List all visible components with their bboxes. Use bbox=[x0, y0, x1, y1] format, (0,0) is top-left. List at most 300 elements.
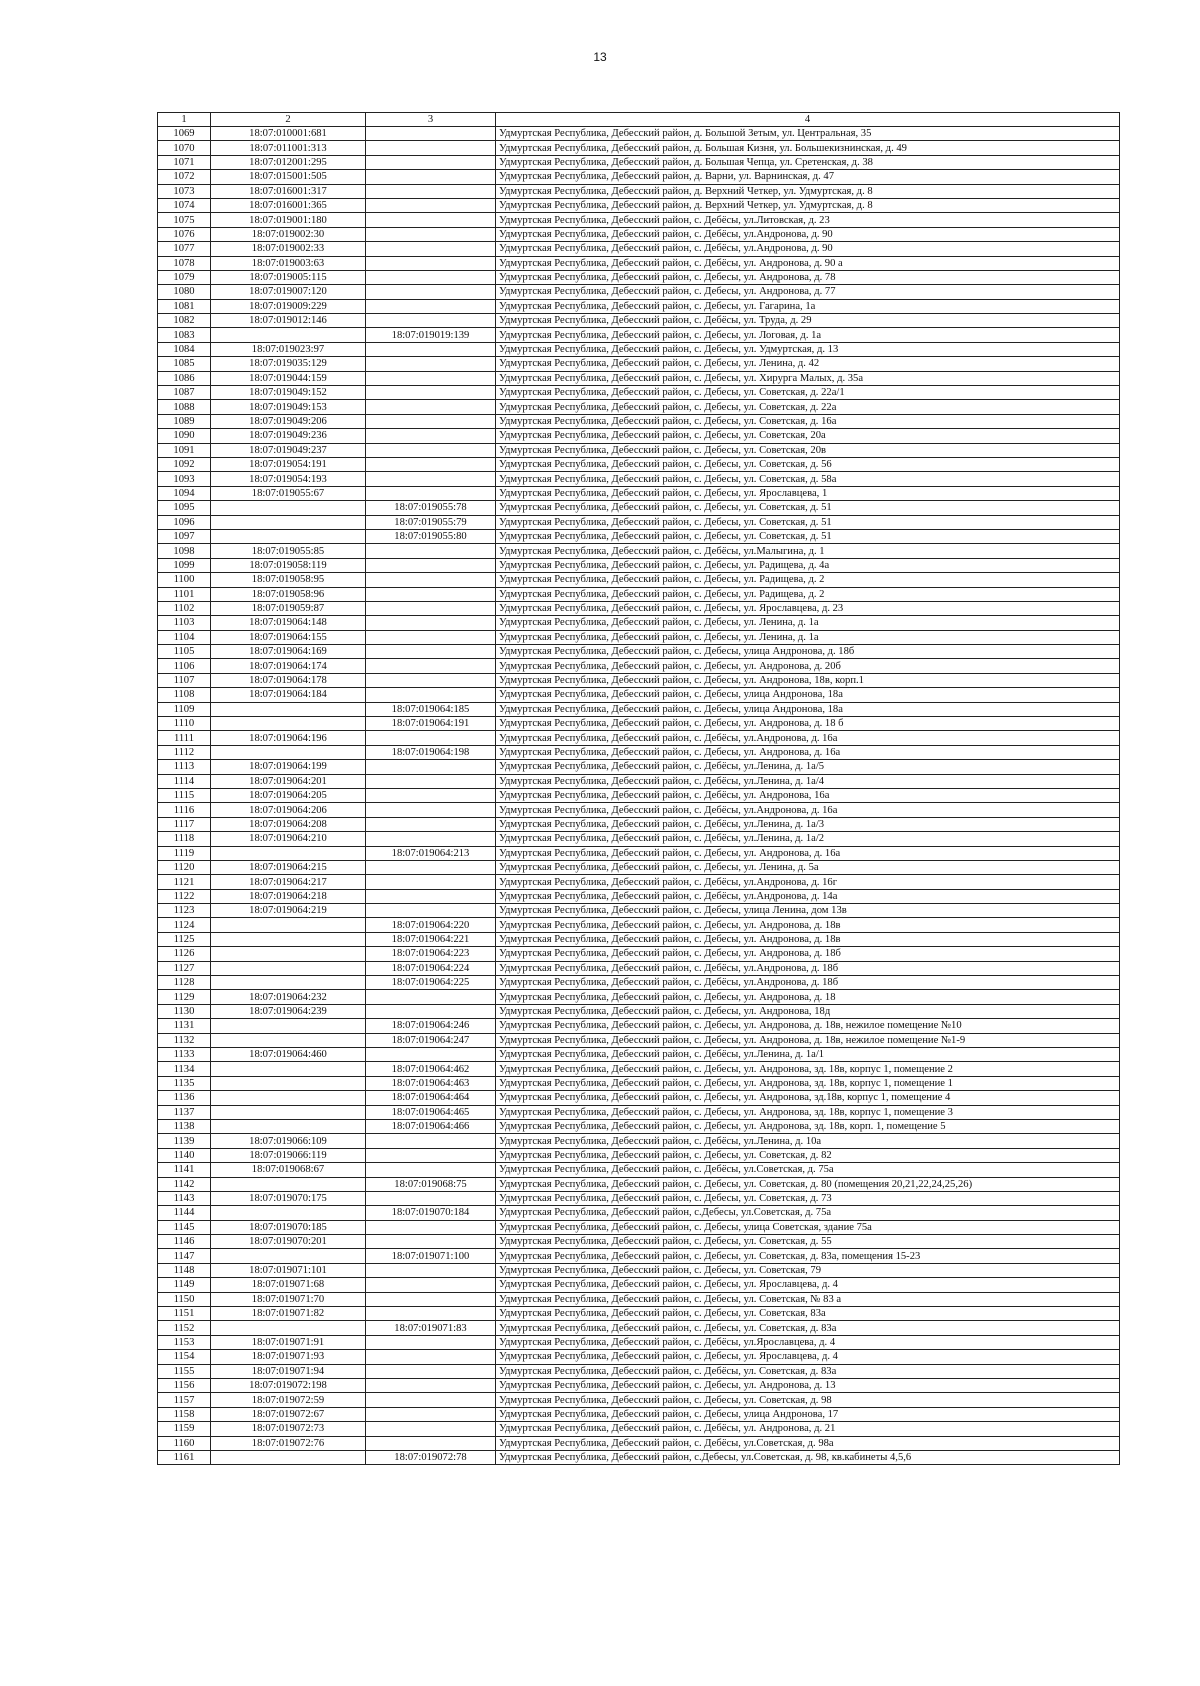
building-cadastral-cell: 18:07:019064:462 bbox=[366, 1062, 496, 1076]
table-row bbox=[158, 472, 1120, 486]
table-row bbox=[158, 1450, 1120, 1464]
row-number-cell: 1114 bbox=[158, 774, 211, 788]
row-number-cell: 1110 bbox=[158, 717, 211, 731]
table-row bbox=[158, 645, 1120, 659]
table-row bbox=[158, 803, 1120, 817]
cadastral-number-cell bbox=[211, 328, 366, 342]
building-cadastral-cell bbox=[366, 1407, 496, 1421]
building-cadastral-cell: 18:07:019072:78 bbox=[366, 1450, 496, 1464]
table-row bbox=[158, 1278, 1120, 1292]
table-row bbox=[158, 1134, 1120, 1148]
cadastral-number-cell bbox=[211, 1019, 366, 1033]
table-row bbox=[158, 774, 1120, 788]
building-cadastral-cell bbox=[366, 1364, 496, 1378]
building-cadastral-cell bbox=[366, 774, 496, 788]
building-cadastral-cell bbox=[366, 155, 496, 169]
cadastral-number-cell bbox=[211, 745, 366, 759]
table-row bbox=[158, 328, 1120, 342]
address-cell: Удмуртская Республика, Дебесский район, с. Дебесы, ул. Советская, д. 16а bbox=[496, 414, 1120, 428]
cadastral-number-cell: 18:07:019064:218 bbox=[211, 889, 366, 903]
cadastral-number-cell: 18:07:019055:85 bbox=[211, 544, 366, 558]
table-row bbox=[158, 1019, 1120, 1033]
building-cadastral-cell: 18:07:019064:198 bbox=[366, 745, 496, 759]
building-cadastral-cell bbox=[366, 1335, 496, 1349]
cadastral-number-cell: 18:07:019072:59 bbox=[211, 1393, 366, 1407]
cadastral-number-cell: 18:07:019001:180 bbox=[211, 213, 366, 227]
table-row bbox=[158, 270, 1120, 284]
cadastral-number-cell: 18:07:019054:191 bbox=[211, 457, 366, 471]
table-row bbox=[158, 155, 1120, 169]
building-cadastral-cell bbox=[366, 342, 496, 356]
cadastral-number-cell: 18:07:019071:91 bbox=[211, 1335, 366, 1349]
table-row bbox=[158, 184, 1120, 198]
cadastral-number-cell bbox=[211, 1062, 366, 1076]
cadastral-number-cell: 18:07:019002:30 bbox=[211, 227, 366, 241]
address-cell: Удмуртская Республика, Дебесский район, с. Дебесы, ул. Ярославцева, д. 4 bbox=[496, 1350, 1120, 1364]
building-cadastral-cell bbox=[366, 357, 496, 371]
row-number-cell: 1098 bbox=[158, 544, 211, 558]
building-cadastral-cell: 18:07:019064:225 bbox=[366, 976, 496, 990]
cadastral-number-cell: 18:07:019071:70 bbox=[211, 1292, 366, 1306]
address-cell: Удмуртская Республика, Дебесский район, с. Дебёсы, ул.Советская, д. 75а bbox=[496, 1163, 1120, 1177]
table-row bbox=[158, 515, 1120, 529]
building-cadastral-cell bbox=[366, 1307, 496, 1321]
row-number-cell: 1148 bbox=[158, 1263, 211, 1277]
building-cadastral-cell bbox=[366, 1378, 496, 1392]
row-number-cell: 1135 bbox=[158, 1076, 211, 1090]
building-cadastral-cell: 18:07:019064:185 bbox=[366, 702, 496, 716]
table-row bbox=[158, 256, 1120, 270]
building-cadastral-cell bbox=[366, 1235, 496, 1249]
table-row bbox=[158, 371, 1120, 385]
cadastral-number-cell: 18:07:019003:63 bbox=[211, 256, 366, 270]
address-cell: Удмуртская Республика, Дебесский район, д. Большая Кизня, ул. Большекизнинская, д. 49 bbox=[496, 141, 1120, 155]
table-row bbox=[158, 1048, 1120, 1062]
building-cadastral-cell bbox=[366, 645, 496, 659]
address-cell: Удмуртская Республика, Дебесский район, с. Дебесы, ул. Ленина, д. 1а bbox=[496, 630, 1120, 644]
building-cadastral-cell bbox=[366, 630, 496, 644]
table-row bbox=[158, 213, 1120, 227]
row-number-cell: 1137 bbox=[158, 1105, 211, 1119]
building-cadastral-cell bbox=[366, 1436, 496, 1450]
row-number-cell: 1155 bbox=[158, 1364, 211, 1378]
building-cadastral-cell bbox=[366, 457, 496, 471]
row-number-cell: 1115 bbox=[158, 788, 211, 802]
address-cell: Удмуртская Республика, Дебесский район, с. Дебесы, ул. Ярославцева, 1 bbox=[496, 486, 1120, 500]
cadastral-number-cell: 18:07:019064:148 bbox=[211, 616, 366, 630]
table-row bbox=[158, 1364, 1120, 1378]
row-number-cell: 1094 bbox=[158, 486, 211, 500]
row-number-cell: 1086 bbox=[158, 371, 211, 385]
table-row bbox=[158, 1062, 1120, 1076]
row-number-cell: 1126 bbox=[158, 947, 211, 961]
row-number-cell: 1146 bbox=[158, 1235, 211, 1249]
address-cell: Удмуртская Республика, Дебесский район, с. Дебесы, улица Андронова, 18а bbox=[496, 702, 1120, 716]
table-row bbox=[158, 1148, 1120, 1162]
row-number-cell: 1078 bbox=[158, 256, 211, 270]
address-cell: Удмуртская Республика, Дебесский район, с. Дебесы, ул. Советская, д. 73 bbox=[496, 1191, 1120, 1205]
building-cadastral-cell bbox=[366, 860, 496, 874]
row-number-cell: 1120 bbox=[158, 860, 211, 874]
address-cell: Удмуртская Республика, Дебесский район, с. Дебёсы, ул. Андронова, 16а bbox=[496, 788, 1120, 802]
row-number-cell: 1118 bbox=[158, 832, 211, 846]
building-cadastral-cell bbox=[366, 788, 496, 802]
building-cadastral-cell: 18:07:019055:79 bbox=[366, 515, 496, 529]
table-row bbox=[158, 745, 1120, 759]
address-cell: Удмуртская Республика, Дебесский район, с. Дебесы, ул. Советская, № 83 а bbox=[496, 1292, 1120, 1306]
cadastral-number-cell: 18:07:019064:155 bbox=[211, 630, 366, 644]
table-row bbox=[158, 1163, 1120, 1177]
building-cadastral-cell: 18:07:019055:78 bbox=[366, 501, 496, 515]
address-cell: Удмуртская Республика, Дебесский район, с. Дебесы, ул. Советская, д. 51 bbox=[496, 529, 1120, 543]
cadastral-number-cell bbox=[211, 529, 366, 543]
table-row bbox=[158, 501, 1120, 515]
cadastral-number-cell: 18:07:019012:146 bbox=[211, 314, 366, 328]
row-number-cell: 1151 bbox=[158, 1307, 211, 1321]
cadastral-number-cell bbox=[211, 961, 366, 975]
address-cell: Удмуртская Республика, Дебесский район, с. Дебесы, ул. Андронова, зд. 18в, корпус 1, помещение 1 bbox=[496, 1076, 1120, 1090]
address-cell: Удмуртская Республика, Дебесский район, с. Дебёсы, ул.Андронова, д. 90 bbox=[496, 242, 1120, 256]
cadastral-number-cell: 18:07:019058:119 bbox=[211, 558, 366, 572]
address-cell: Удмуртская Республика, Дебесский район, с. Дебесы, ул. Андронова, д. 77 bbox=[496, 285, 1120, 299]
table-row bbox=[158, 961, 1120, 975]
address-cell: Удмуртская Республика, Дебесский район, с. Дебесы, ул. Андронова, д. 18 bbox=[496, 990, 1120, 1004]
table-row bbox=[158, 1321, 1120, 1335]
row-number-cell: 1141 bbox=[158, 1163, 211, 1177]
cadastral-number-cell bbox=[211, 1091, 366, 1105]
cadastral-number-cell: 18:07:019009:229 bbox=[211, 299, 366, 313]
address-cell: Удмуртская Республика, Дебесский район, с. Дебёсы, ул. Труда, д. 29 bbox=[496, 314, 1120, 328]
building-cadastral-cell bbox=[366, 1048, 496, 1062]
cadastral-number-cell: 18:07:019064:239 bbox=[211, 1004, 366, 1018]
address-cell: Удмуртская Республика, Дебесский район, с. Дебёсы, ул.Андронова, д. 16а bbox=[496, 731, 1120, 745]
table-row bbox=[158, 1335, 1120, 1349]
table-row bbox=[158, 1220, 1120, 1234]
address-cell: Удмуртская Республика, Дебесский район, с. Дебёсы, ул.Советская, д. 98а bbox=[496, 1436, 1120, 1450]
table-row bbox=[158, 990, 1120, 1004]
building-cadastral-cell: 18:07:019064:223 bbox=[366, 947, 496, 961]
row-number-cell: 1090 bbox=[158, 429, 211, 443]
row-number-cell: 1079 bbox=[158, 270, 211, 284]
row-number-cell: 1097 bbox=[158, 529, 211, 543]
address-cell: Удмуртская Республика, Дебесский район, с. Дебесы, ул. Советская, д. 82 bbox=[496, 1148, 1120, 1162]
row-number-cell: 1132 bbox=[158, 1033, 211, 1047]
cadastral-number-cell: 18:07:019072:76 bbox=[211, 1436, 366, 1450]
cadastral-number-cell bbox=[211, 976, 366, 990]
table-row bbox=[158, 760, 1120, 774]
address-cell: Удмуртская Республика, Дебесский район, д. Верхний Четкер, ул. Удмуртская, д. 8 bbox=[496, 184, 1120, 198]
cadastral-number-cell: 18:07:019064:184 bbox=[211, 688, 366, 702]
row-number-cell: 1134 bbox=[158, 1062, 211, 1076]
table-row bbox=[158, 1076, 1120, 1090]
table-row bbox=[158, 1004, 1120, 1018]
table-row bbox=[158, 947, 1120, 961]
building-cadastral-cell bbox=[366, 616, 496, 630]
row-number-cell: 1083 bbox=[158, 328, 211, 342]
row-number-cell: 1125 bbox=[158, 932, 211, 946]
address-cell: Удмуртская Республика, Дебесский район, с. Дебесы, ул. Андронова, д. 18в bbox=[496, 918, 1120, 932]
table-row bbox=[158, 457, 1120, 471]
page-number: 13 bbox=[593, 50, 607, 64]
cadastral-number-cell: 18:07:019002:33 bbox=[211, 242, 366, 256]
row-number-cell: 1122 bbox=[158, 889, 211, 903]
address-cell: Удмуртская Республика, Дебесский район, с. Дебёсы, ул.Андронова, д. 18б bbox=[496, 976, 1120, 990]
cadastral-number-cell: 18:07:019059:87 bbox=[211, 601, 366, 615]
address-cell: Удмуртская Республика, Дебесский район, с. Дебёсы, ул.Ленина, д. 1а/1 bbox=[496, 1048, 1120, 1062]
address-cell: Удмуртская Республика, Дебесский район, с. Дебесы, ул. Андронова, 18в, корп.1 bbox=[496, 673, 1120, 687]
building-cadastral-cell bbox=[366, 443, 496, 457]
building-cadastral-cell bbox=[366, 1004, 496, 1018]
row-number-cell: 1096 bbox=[158, 515, 211, 529]
table-row bbox=[158, 817, 1120, 831]
address-cell: Удмуртская Республика, Дебесский район, с. Дебёсы, ул.Ярославцева, д. 4 bbox=[496, 1335, 1120, 1349]
header-cell-3: 3 bbox=[366, 113, 496, 127]
building-cadastral-cell bbox=[366, 486, 496, 500]
row-number-cell: 1071 bbox=[158, 155, 211, 169]
address-cell: Удмуртская Республика, Дебесский район, с.Дебесы, ул.Советская, д. 75а bbox=[496, 1206, 1120, 1220]
table-row bbox=[158, 486, 1120, 500]
building-cadastral-cell: 18:07:019064:247 bbox=[366, 1033, 496, 1047]
building-cadastral-cell bbox=[366, 314, 496, 328]
building-cadastral-cell: 18:07:019064:213 bbox=[366, 846, 496, 860]
building-cadastral-cell: 18:07:019055:80 bbox=[366, 529, 496, 543]
address-cell: Удмуртская Республика, Дебесский район, с. Дебёсы, ул.Ленина, д. 1а/4 bbox=[496, 774, 1120, 788]
row-number-cell: 1074 bbox=[158, 198, 211, 212]
building-cadastral-cell bbox=[366, 688, 496, 702]
cadastral-number-cell: 18:07:019072:73 bbox=[211, 1422, 366, 1436]
cadastral-number-cell bbox=[211, 947, 366, 961]
building-cadastral-cell bbox=[366, 213, 496, 227]
cadastral-number-cell: 18:07:019023:97 bbox=[211, 342, 366, 356]
header-cell-1: 1 bbox=[158, 113, 211, 127]
table-row bbox=[158, 846, 1120, 860]
table-row bbox=[158, 227, 1120, 241]
cadastral-number-cell: 18:07:019049:206 bbox=[211, 414, 366, 428]
cadastral-number-cell: 18:07:019064:217 bbox=[211, 875, 366, 889]
building-cadastral-cell bbox=[366, 817, 496, 831]
building-cadastral-cell bbox=[366, 170, 496, 184]
building-cadastral-cell: 18:07:019064:220 bbox=[366, 918, 496, 932]
row-number-cell: 1070 bbox=[158, 141, 211, 155]
address-cell: Удмуртская Республика, Дебесский район, с. Дебесы, ул. Советская, д. 51 bbox=[496, 501, 1120, 515]
row-number-cell: 1091 bbox=[158, 443, 211, 457]
row-number-cell: 1113 bbox=[158, 760, 211, 774]
table-row bbox=[158, 904, 1120, 918]
building-cadastral-cell bbox=[366, 1220, 496, 1234]
address-cell: Удмуртская Республика, Дебесский район, с. Дебесы, ул. Андронова, д. 18 б bbox=[496, 717, 1120, 731]
cadastral-number-cell: 18:07:019064:169 bbox=[211, 645, 366, 659]
cadastral-number-cell: 18:07:019066:109 bbox=[211, 1134, 366, 1148]
address-cell: Удмуртская Республика, Дебесский район, с. Дебесы, ул. Советская, 20в bbox=[496, 443, 1120, 457]
building-cadastral-cell bbox=[366, 371, 496, 385]
address-cell: Удмуртская Республика, Дебесский район, с. Дебесы, ул. Андронова, д. 18в, нежилое помещение №1-9 bbox=[496, 1033, 1120, 1047]
cadastral-number-cell bbox=[211, 515, 366, 529]
row-number-cell: 1101 bbox=[158, 587, 211, 601]
row-number-cell: 1160 bbox=[158, 1436, 211, 1450]
building-cadastral-cell bbox=[366, 587, 496, 601]
cadastral-number-cell: 18:07:016001:365 bbox=[211, 198, 366, 212]
table-row bbox=[158, 731, 1120, 745]
building-cadastral-cell bbox=[366, 1422, 496, 1436]
cadastral-number-cell: 18:07:019064:210 bbox=[211, 832, 366, 846]
address-cell: Удмуртская Республика, Дебесский район, с. Дебёсы, ул.Литовская, д. 23 bbox=[496, 213, 1120, 227]
cadastral-number-cell bbox=[211, 1105, 366, 1119]
address-cell: Удмуртская Республика, Дебесский район, с. Дебесы, ул. Андронова, зд. 18в, корпус 1, помещение 3 bbox=[496, 1105, 1120, 1119]
address-cell: Удмуртская Республика, Дебесский район, с. Дебесы, ул. Советская, д. 56 bbox=[496, 457, 1120, 471]
address-cell: Удмуртская Республика, Дебесский район, с. Дебёсы, ул.Андронова, д. 16а bbox=[496, 803, 1120, 817]
address-cell: Удмуртская Республика, Дебесский район, с. Дебесы, ул. Советская, д. 83а, помещения 15-23 bbox=[496, 1249, 1120, 1263]
building-cadastral-cell bbox=[366, 227, 496, 241]
cadastral-number-cell: 18:07:019049:152 bbox=[211, 386, 366, 400]
table-row bbox=[158, 1191, 1120, 1205]
address-cell: Удмуртская Республика, Дебесский район, с. Дебесы, ул. Андронова, д. 18б bbox=[496, 947, 1120, 961]
address-cell: Удмуртская Республика, Дебесский район, с. Дебесы, ул. Андронова, зд. 18в, корпус 1, помещение 2 bbox=[496, 1062, 1120, 1076]
cadastral-number-cell: 18:07:019071:93 bbox=[211, 1350, 366, 1364]
cadastral-number-cell: 18:07:019064:219 bbox=[211, 904, 366, 918]
cadastral-number-cell: 18:07:019064:205 bbox=[211, 788, 366, 802]
table-row bbox=[158, 141, 1120, 155]
address-cell: Удмуртская Республика, Дебесский район, с. Дебесы, ул. Андронова, д. 16а bbox=[496, 846, 1120, 860]
cadastral-number-cell: 18:07:019064:196 bbox=[211, 731, 366, 745]
row-number-cell: 1149 bbox=[158, 1278, 211, 1292]
address-cell: Удмуртская Республика, Дебесский район, с. Дебесы, ул. Советская, д. 83а bbox=[496, 1321, 1120, 1335]
table-row bbox=[158, 400, 1120, 414]
row-number-cell: 1081 bbox=[158, 299, 211, 313]
building-cadastral-cell bbox=[366, 184, 496, 198]
address-cell: Удмуртская Республика, Дебесский район, с. Дебесы, ул. Советская, 83а bbox=[496, 1307, 1120, 1321]
row-number-cell: 1145 bbox=[158, 1220, 211, 1234]
address-cell: Удмуртская Республика, Дебесский район, с. Дебёсы, ул.Андронова, д. 16г bbox=[496, 875, 1120, 889]
building-cadastral-cell: 18:07:019070:184 bbox=[366, 1206, 496, 1220]
cadastral-number-cell: 18:07:019071:68 bbox=[211, 1278, 366, 1292]
table-row bbox=[158, 1091, 1120, 1105]
row-number-cell: 1112 bbox=[158, 745, 211, 759]
address-cell: Удмуртская Республика, Дебесский район, с. Дебесы, ул. Логовая, д. 1а bbox=[496, 328, 1120, 342]
address-cell: Удмуртская Республика, Дебесский район, с. Дебесы, ул. Советская, д. 58а bbox=[496, 472, 1120, 486]
row-number-cell: 1128 bbox=[158, 976, 211, 990]
cadastral-number-cell: 18:07:019070:185 bbox=[211, 1220, 366, 1234]
cadastral-number-cell: 18:07:019058:96 bbox=[211, 587, 366, 601]
cadastral-number-cell bbox=[211, 932, 366, 946]
building-cadastral-cell bbox=[366, 889, 496, 903]
cadastral-number-cell: 18:07:019064:232 bbox=[211, 990, 366, 1004]
building-cadastral-cell bbox=[366, 904, 496, 918]
building-cadastral-cell bbox=[366, 1278, 496, 1292]
address-cell: Удмуртская Республика, Дебесский район, с. Дебесы, ул. Ленина, д. 5а bbox=[496, 860, 1120, 874]
cadastral-number-cell: 18:07:011001:313 bbox=[211, 141, 366, 155]
table-row bbox=[158, 1105, 1120, 1119]
cadastral-number-cell bbox=[211, 1249, 366, 1263]
row-number-cell: 1088 bbox=[158, 400, 211, 414]
address-cell: Удмуртская Республика, Дебесский район, с. Дебёсы, ул.Андронова, д. 18б bbox=[496, 961, 1120, 975]
row-number-cell: 1143 bbox=[158, 1191, 211, 1205]
address-cell: Удмуртская Республика, Дебесский район, с. Дебесы, ул. Советская, д. 80 (помещения 20,21,22,24,25,26) bbox=[496, 1177, 1120, 1191]
cadastral-number-cell bbox=[211, 501, 366, 515]
table-row bbox=[158, 1235, 1120, 1249]
address-cell: Удмуртская Республика, Дебесский район, с. Дебёсы, ул.Ленина, д. 10а bbox=[496, 1134, 1120, 1148]
cadastral-number-cell: 18:07:019070:175 bbox=[211, 1191, 366, 1205]
building-cadastral-cell bbox=[366, 558, 496, 572]
cadastral-number-cell: 18:07:019049:237 bbox=[211, 443, 366, 457]
table-row bbox=[158, 1378, 1120, 1392]
row-number-cell: 1159 bbox=[158, 1422, 211, 1436]
address-cell: Удмуртская Республика, Дебесский район, с. Дебесы, улица Ленина, дом 13в bbox=[496, 904, 1120, 918]
building-cadastral-cell bbox=[366, 1350, 496, 1364]
row-number-cell: 1085 bbox=[158, 357, 211, 371]
row-number-cell: 1076 bbox=[158, 227, 211, 241]
row-number-cell: 1140 bbox=[158, 1148, 211, 1162]
building-cadastral-cell bbox=[366, 573, 496, 587]
row-number-cell: 1116 bbox=[158, 803, 211, 817]
cadastral-number-cell bbox=[211, 1450, 366, 1464]
building-cadastral-cell bbox=[366, 256, 496, 270]
cadastral-number-cell: 18:07:019064:178 bbox=[211, 673, 366, 687]
address-cell: Удмуртская Республика, Дебесский район, с. Дебёсы, ул.Ленина, д. 1а/3 bbox=[496, 817, 1120, 831]
row-number-cell: 1103 bbox=[158, 616, 211, 630]
table-row bbox=[158, 1263, 1120, 1277]
cadastral-number-cell: 18:07:016001:317 bbox=[211, 184, 366, 198]
row-number-cell: 1104 bbox=[158, 630, 211, 644]
row-number-cell: 1144 bbox=[158, 1206, 211, 1220]
address-cell: Удмуртская Республика, Дебесский район, с. Дебёсы, ул. Советская, д. 83а bbox=[496, 1364, 1120, 1378]
table-row bbox=[158, 1350, 1120, 1364]
address-cell: Удмуртская Республика, Дебесский район, с. Дебёсы, ул.Малыгина, д. 1 bbox=[496, 544, 1120, 558]
address-cell: Удмуртская Республика, Дебесский район, с. Дебесы, ул. Андронова, д. 13 bbox=[496, 1378, 1120, 1392]
cadastral-number-cell bbox=[211, 1177, 366, 1191]
row-number-cell: 1153 bbox=[158, 1335, 211, 1349]
row-number-cell: 1121 bbox=[158, 875, 211, 889]
cadastral-number-cell: 18:07:019070:201 bbox=[211, 1235, 366, 1249]
row-number-cell: 1080 bbox=[158, 285, 211, 299]
table-row bbox=[158, 127, 1120, 141]
row-number-cell: 1136 bbox=[158, 1091, 211, 1105]
row-number-cell: 1138 bbox=[158, 1119, 211, 1133]
table-row bbox=[158, 386, 1120, 400]
header-row bbox=[158, 113, 1120, 127]
row-number-cell: 1150 bbox=[158, 1292, 211, 1306]
row-number-cell: 1161 bbox=[158, 1450, 211, 1464]
table-row bbox=[158, 860, 1120, 874]
address-cell: Удмуртская Республика, Дебесский район, с. Дебесы, ул. Советская, 20а bbox=[496, 429, 1120, 443]
cadastral-number-cell: 18:07:019064:460 bbox=[211, 1048, 366, 1062]
address-cell: Удмуртская Республика, Дебесский район, с. Дебёсы, ул. Андронова, д. 21 bbox=[496, 1422, 1120, 1436]
row-number-cell: 1073 bbox=[158, 184, 211, 198]
row-number-cell: 1117 bbox=[158, 817, 211, 831]
table-row bbox=[158, 357, 1120, 371]
table-row bbox=[158, 544, 1120, 558]
building-cadastral-cell bbox=[366, 1393, 496, 1407]
address-cell: Удмуртская Республика, Дебесский район, с. Дебесы, ул. Андронова, д. 18в bbox=[496, 932, 1120, 946]
building-cadastral-cell: 18:07:019064:464 bbox=[366, 1091, 496, 1105]
table-row bbox=[158, 342, 1120, 356]
row-number-cell: 1133 bbox=[158, 1048, 211, 1062]
table-row bbox=[158, 918, 1120, 932]
cadastral-number-cell: 18:07:019055:67 bbox=[211, 486, 366, 500]
row-number-cell: 1105 bbox=[158, 645, 211, 659]
table-row bbox=[158, 1436, 1120, 1450]
table-row bbox=[158, 1393, 1120, 1407]
building-cadastral-cell: 18:07:019064:246 bbox=[366, 1019, 496, 1033]
address-cell: Удмуртская Республика, Дебесский район, с. Дебесы, ул. Ярославцева, д. 23 bbox=[496, 601, 1120, 615]
building-cadastral-cell: 18:07:019064:224 bbox=[366, 961, 496, 975]
cadastral-number-cell: 18:07:019007:120 bbox=[211, 285, 366, 299]
row-number-cell: 1124 bbox=[158, 918, 211, 932]
row-number-cell: 1130 bbox=[158, 1004, 211, 1018]
cadastral-number-cell: 18:07:019066:119 bbox=[211, 1148, 366, 1162]
cadastral-number-cell: 18:07:010001:681 bbox=[211, 127, 366, 141]
building-cadastral-cell bbox=[366, 1148, 496, 1162]
address-cell: Удмуртская Республика, Дебесский район, с. Дебесы, ул. Советская, д. 51 bbox=[496, 515, 1120, 529]
